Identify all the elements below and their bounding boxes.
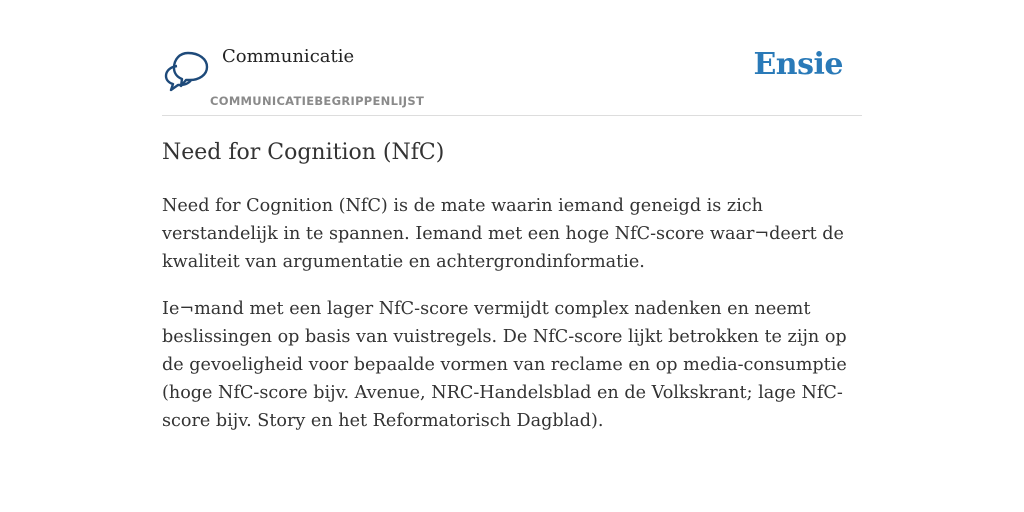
brand-logo[interactable]: Ensie [753, 47, 843, 82]
source-header [162, 0, 862, 116]
definition-paragraph: Ie¬mand met een lager NfC-score vermijdt complex nadenken en neemt beslissingen op basis van vuistregels. De NfC-score lijkt betrokken te zijn op de gevoeligheid voor bepaalde vormen van reclame en op media-consumptie (hoge NfC-score bijv. Avenue, NRC-Handelsblad en de Volkskrant; lage NfC-score bijv. Story en het Reformatorisch Dagblad). [162, 299, 847, 431]
definition-card [162, 0, 862, 431]
source-subtitle[interactable]: COMMUNICATIEBEGRIPPENLIJST [210, 94, 425, 108]
definition-paragraph: Need for Cognition (NfC) is de mate waarin iemand geneigd is zich verstandelijk in te spannen. Iemand met een hoge NfC-score waar¬deert de kwaliteit van argumentatie en achtergrondinformatie. [162, 196, 844, 272]
definition-body [162, 192, 862, 454]
source-title[interactable]: Communicatie [222, 46, 355, 67]
speech-bubbles-icon [164, 49, 210, 93]
term-title: Need for Cognition (NfC) [162, 140, 445, 165]
